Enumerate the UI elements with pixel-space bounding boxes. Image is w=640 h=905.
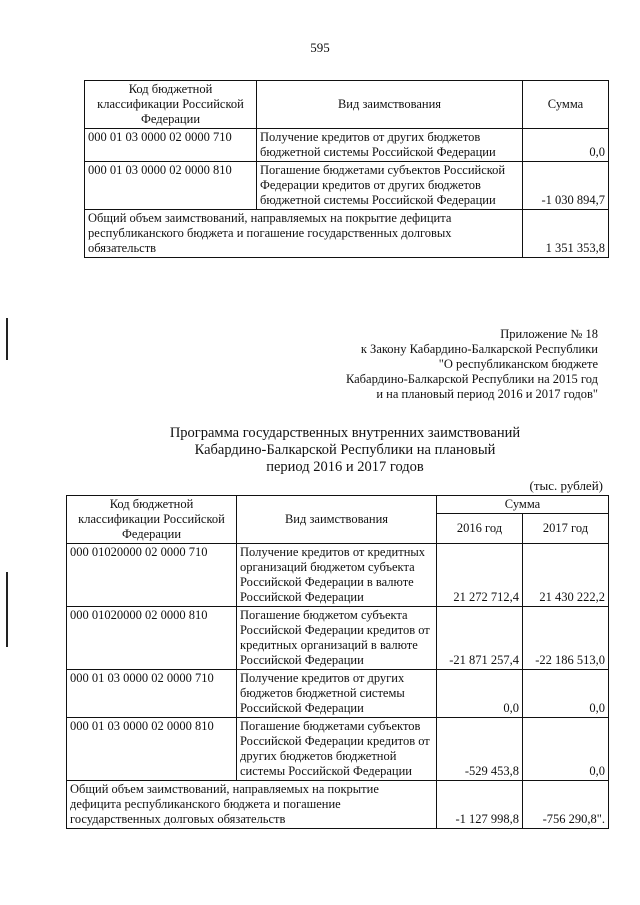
row-code: 000 01 03 0000 02 0000 810 — [85, 162, 257, 210]
appendix-line: Приложение № 18 — [500, 327, 598, 341]
row-kind: Получение кредитов от других бюджетов бюджетной системы Российской Федерации — [257, 129, 523, 162]
header-code: Код бюджетной классификации Российской Федерации — [67, 496, 237, 544]
appendix-block — [300, 327, 598, 402]
table-header-row — [67, 496, 609, 514]
program-title-line: период 2016 и 2017 годов — [266, 459, 424, 475]
table-total-row — [85, 210, 609, 258]
row-value-2017: 0,0 — [523, 718, 609, 781]
row-code: 000 01 03 0000 02 0000 710 — [67, 670, 237, 718]
appendix-line: к Закону Кабардино-Балкарской Республики — [360, 342, 598, 356]
row-sum: -1 030 894,7 — [523, 162, 609, 210]
header-sum: Сумма — [437, 496, 609, 514]
row-kind: Получение кредитов от кредитных организаций бюджетом субъекта Российской Федерации в валюте Российской Федерации — [237, 544, 437, 607]
table-row — [67, 607, 609, 670]
margin-bar-bottom — [6, 572, 8, 647]
page-number: 595 — [310, 40, 330, 55]
row-value-2016: 21 272 712,4 — [437, 544, 523, 607]
row-code: 000 01020000 02 0000 710 — [67, 544, 237, 607]
table-row — [85, 129, 609, 162]
appendix-line: Кабардино-Балкарской Республики на 2015 год — [345, 372, 598, 386]
total-label: Общий объем заимствований, направляемых на покрытие дефицита республиканского бюджета и погашение государственных долговых обязательств — [85, 210, 523, 258]
table-header-row — [85, 81, 609, 129]
row-kind: Погашение бюджетами субъектов Российской Федерации кредитов от других бюджетов бюджетной системы Российской Федерации — [237, 718, 437, 781]
total-sum: 1 351 353,8 — [523, 210, 609, 258]
header-sum: Сумма — [523, 81, 609, 129]
row-value-2017: -22 186 513,0 — [523, 607, 609, 670]
program-title-line: Программа государственных внутренних заимствований — [169, 425, 521, 441]
table-row — [85, 162, 609, 210]
row-value-2016: -21 871 257,4 — [437, 607, 523, 670]
header-code: Код бюджетной классификации Российской Федерации — [85, 81, 257, 129]
row-code: 000 01020000 02 0000 810 — [67, 607, 237, 670]
row-kind: Погашение бюджетом субъекта Российской Федерации кредитов от кредитных организаций в валюте Российской Федерации — [237, 607, 437, 670]
row-value-2016: 0,0 — [437, 670, 523, 718]
row-value-2016: -529 453,8 — [437, 718, 523, 781]
borrowing-table-2016-2017 — [66, 495, 609, 829]
header-kind: Вид заимствования — [257, 81, 523, 129]
header-year-2016: 2016 год — [437, 514, 523, 544]
units-label: (тыс. рублей) — [529, 478, 603, 493]
row-value-2017: 0,0 — [523, 670, 609, 718]
appendix-line: и на плановый период 2016 и 2017 годов" — [376, 387, 598, 401]
margin-bar-top — [6, 318, 8, 360]
row-code: 000 01 03 0000 02 0000 710 — [85, 129, 257, 162]
total-value-2016: -1 127 998,8 — [437, 781, 523, 829]
header-kind: Вид заимствования — [237, 496, 437, 544]
borrowing-table-2015 — [84, 80, 609, 258]
program-title-line: Кабардино-Балкарской Республики на плановый — [194, 442, 496, 458]
row-value-2017: 21 430 222,2 — [523, 544, 609, 607]
row-kind: Получение кредитов от других бюджетов бюджетной системы Российской Федерации — [237, 670, 437, 718]
row-code: 000 01 03 0000 02 0000 810 — [67, 718, 237, 781]
total-label: Общий объем заимствований, направляемых на покрытие дефицита республиканского бюджета и погашение государственных долговых обязательств — [67, 781, 437, 829]
program-title — [100, 425, 590, 476]
table-row — [67, 544, 609, 607]
table-total-row — [67, 781, 609, 829]
total-value-2017: -756 290,8". — [523, 781, 609, 829]
row-kind: Погашение бюджетами субъектов Российской Федерации кредитов от других бюджетов бюджетной системы Российской Федерации — [257, 162, 523, 210]
appendix-line: "О республиканском бюджете — [438, 357, 598, 371]
row-sum: 0,0 — [523, 129, 609, 162]
header-year-2017: 2017 год — [523, 514, 609, 544]
table-row — [67, 718, 609, 781]
table-row — [67, 670, 609, 718]
